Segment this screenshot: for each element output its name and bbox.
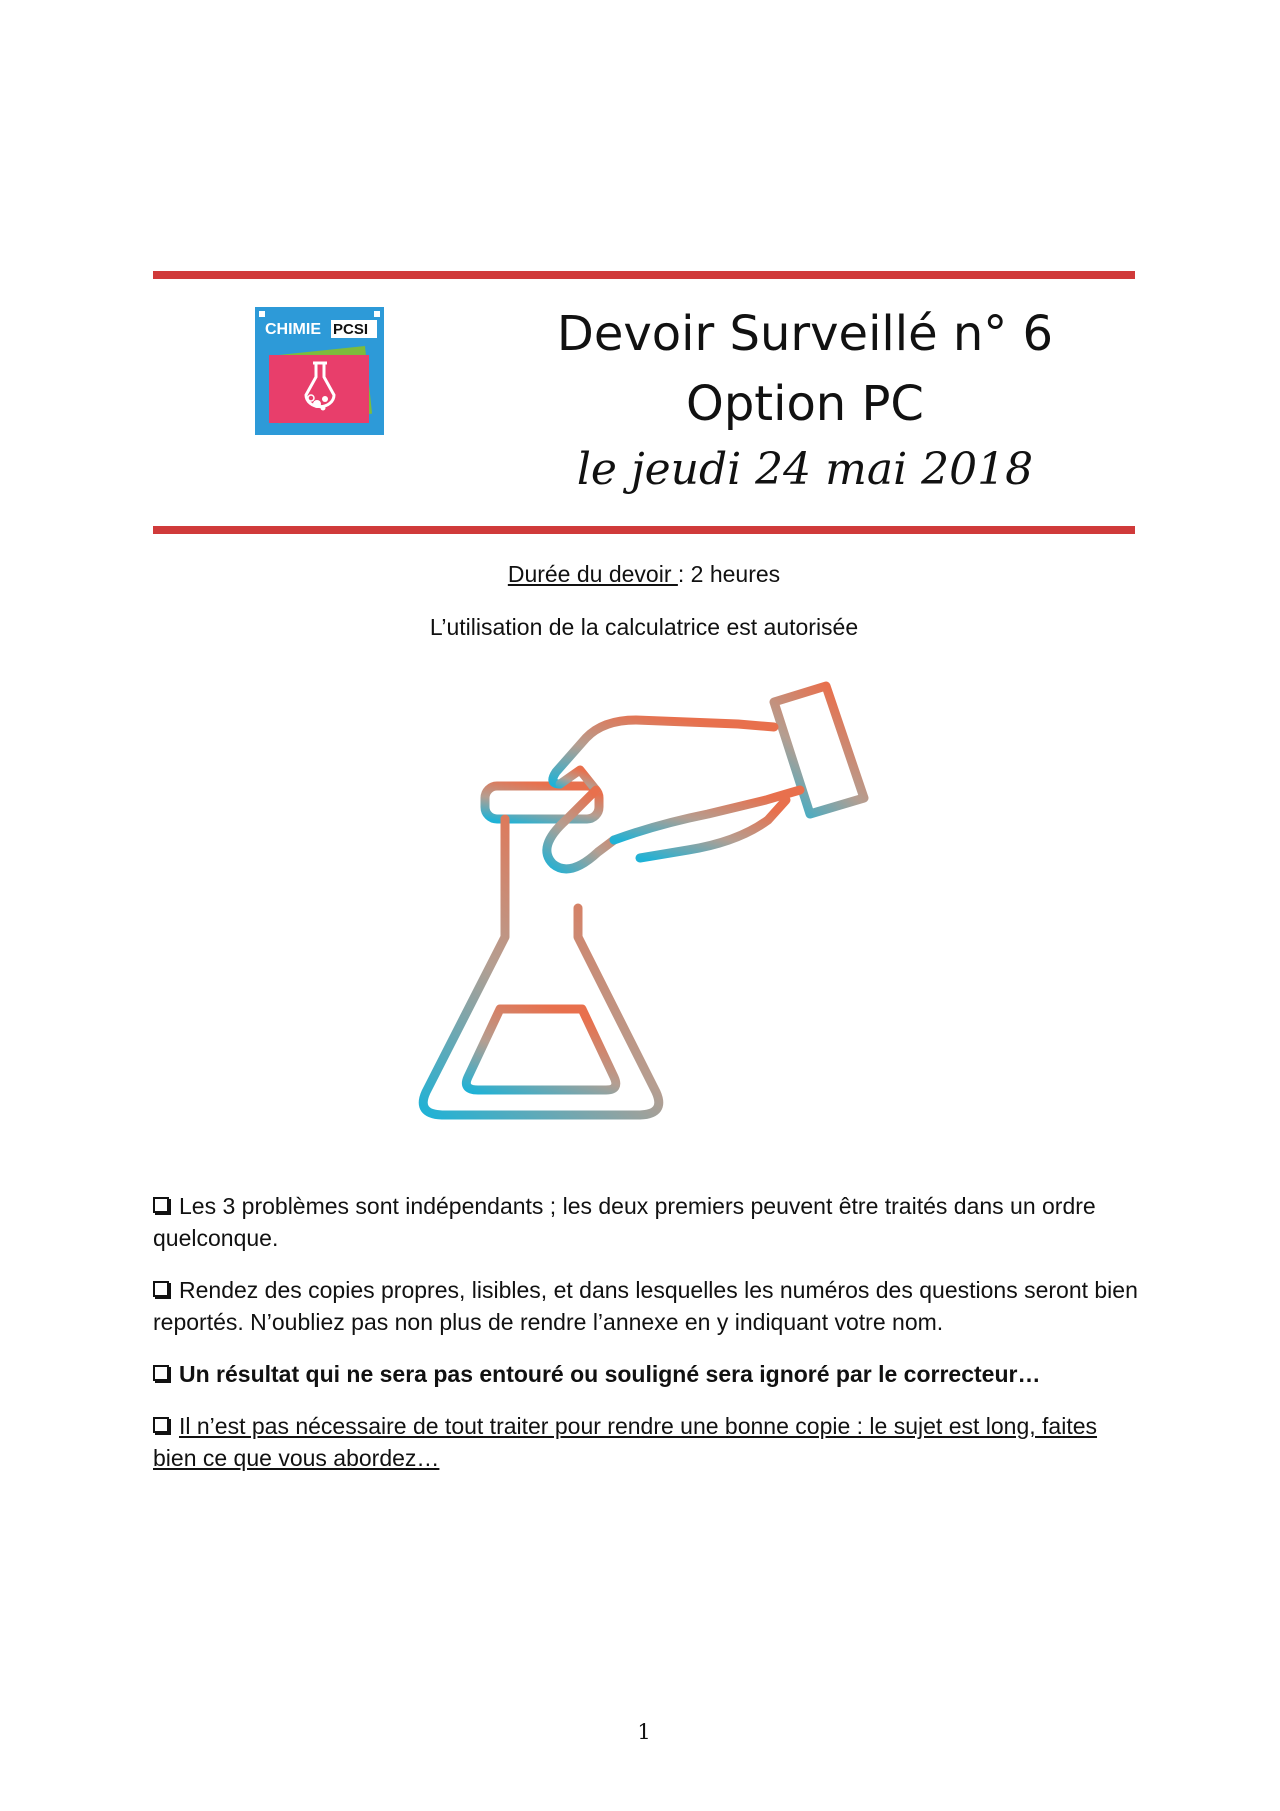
instructions-list	[153, 1190, 1143, 1494]
duration-label: Durée du devoir	[507, 561, 678, 587]
note-text: Il n’est pas nécessaire de tout traiter pour rendre une bonne copie : le sujet est long, faites bien ce que vous abordez…	[153, 1413, 1098, 1471]
duration-value: : 2 heures	[677, 561, 781, 587]
hand-holding-flask-icon	[408, 672, 888, 1152]
logo-text-chimie: CHIMIE	[265, 321, 321, 338]
checkbox-bullet-icon	[153, 1417, 169, 1433]
note-item	[153, 1190, 1143, 1254]
top-red-rule	[153, 271, 1135, 279]
exam-date: le jeudi 24 mai 2018	[576, 444, 1034, 495]
title-line-2: Option PC	[686, 376, 924, 432]
page-number: 1	[637, 1720, 651, 1744]
note-item	[153, 1274, 1143, 1338]
logo-text-pcsi: PCSI	[333, 321, 369, 338]
checkbox-bullet-icon	[153, 1281, 169, 1297]
checkbox-bullet-icon	[153, 1365, 169, 1381]
note-item	[153, 1358, 1143, 1390]
note-text: Rendez des copies propres, lisibles, et dans lesquelles les numéros des questions seront bien reportés. N’oubliez pas non plus de rendre l’annexe en y indiquant votre nom.	[153, 1277, 1138, 1335]
checkbox-bullet-icon	[153, 1197, 169, 1213]
bottom-red-rule	[153, 526, 1135, 534]
note-item	[153, 1410, 1143, 1474]
note-text: Un résultat qui ne sera pas entouré ou souligné sera ignoré par le correcteur…	[179, 1361, 1041, 1387]
note-text: Les 3 problèmes sont indépendants ; les deux premiers peuvent être traités dans un ordre quelconque.	[153, 1193, 1096, 1251]
calculator-notice: L’utilisation de la calculatrice est autorisée	[429, 614, 859, 640]
title-line-1: Devoir Surveillé n° 6	[556, 306, 1054, 362]
duration-line	[0, 561, 1280, 588]
chimie-pcsi-logo	[255, 307, 384, 435]
